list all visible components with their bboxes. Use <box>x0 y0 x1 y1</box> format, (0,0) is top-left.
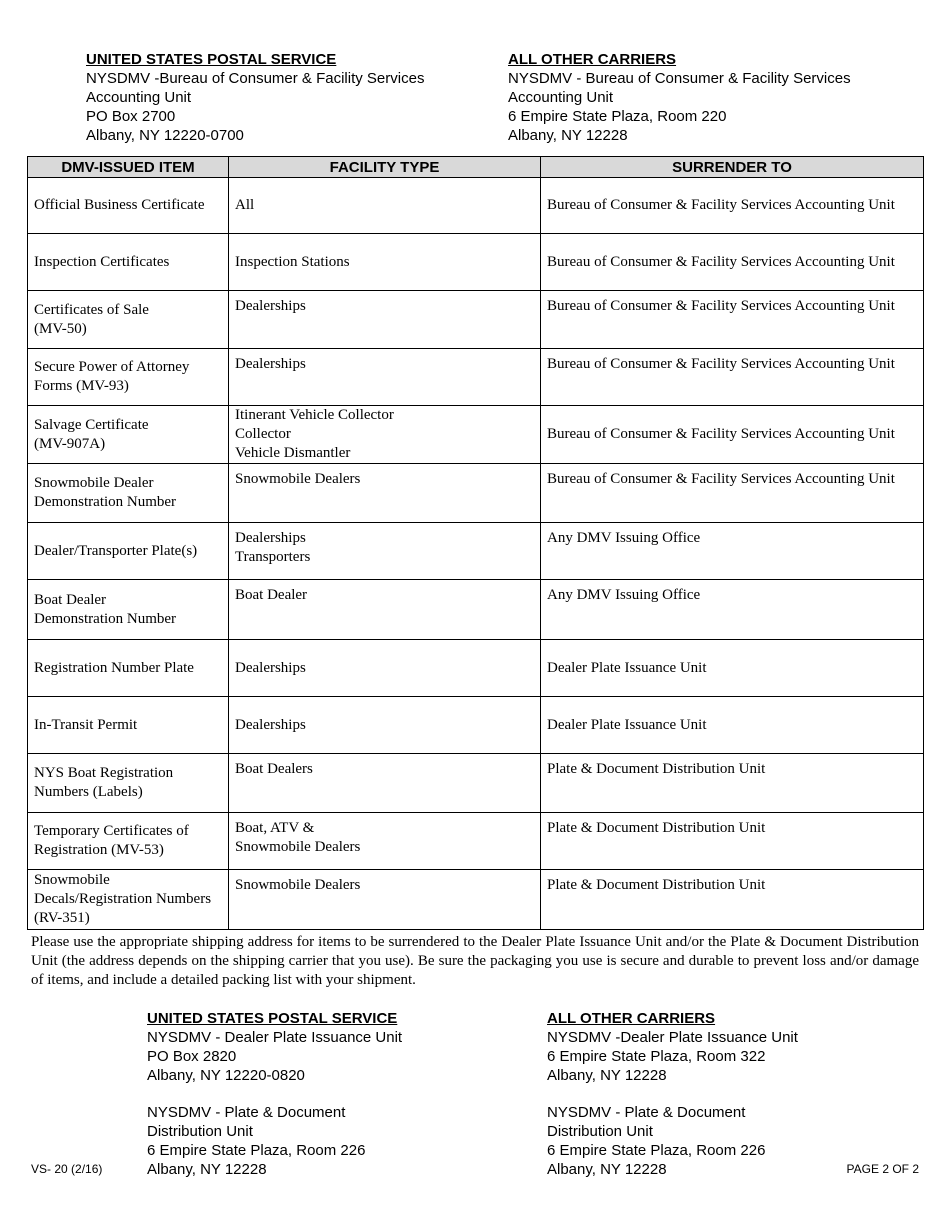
facility-cell-text: Snowmobile Dealers <box>235 471 361 487</box>
facility-cell <box>229 640 541 697</box>
usps-heading: UNITED STATES POSTAL SERVICE <box>86 51 337 68</box>
address-line: Accounting Unit <box>508 89 614 106</box>
facility-cell <box>229 813 541 870</box>
address-line: Albany, NY 12228 <box>147 1161 267 1178</box>
table-row <box>28 523 924 580</box>
facility-cell <box>229 234 541 291</box>
item-cell <box>28 813 229 870</box>
facility-cell-text: Collector <box>235 426 291 442</box>
facility-cell <box>229 178 541 234</box>
item-cell-text: Secure Power of Attorney <box>34 359 190 375</box>
surrender-cell <box>541 640 924 697</box>
item-cell <box>28 178 229 234</box>
address-line: NYSDMV - Plate & Document <box>147 1104 346 1121</box>
item-cell-text: Salvage Certificate <box>34 416 149 433</box>
item-cell-text: Temporary Certificates of <box>34 823 189 839</box>
address-line: NYSDMV - Bureau of Consumer & Facility Services <box>508 70 851 87</box>
address-line: NYSDMV - Plate & Document <box>547 1104 746 1121</box>
item-cell-text: Demonstration Number <box>34 610 177 627</box>
table-row <box>28 178 924 234</box>
surrender-cell <box>541 813 924 870</box>
surrender-cell-text: Bureau of Consumer & Facility Services Accounting Unit <box>547 426 895 442</box>
facility-cell <box>229 870 541 930</box>
item-cell-text: Snowmobile <box>34 872 110 888</box>
table-row <box>28 640 924 697</box>
item-cell-text: Registration Number Plate <box>34 659 194 676</box>
facility-cell <box>229 464 541 523</box>
surrender-cell <box>541 234 924 291</box>
item-cell-text: (RV-351) <box>34 910 90 926</box>
table-row <box>28 580 924 640</box>
facility-cell-text: Dealerships <box>235 530 306 546</box>
facility-cell-text: Boat Dealer <box>235 587 308 603</box>
facility-cell <box>229 697 541 754</box>
item-cell-text: Numbers (Labels) <box>34 784 143 800</box>
surrender-cell-text: Bureau of Consumer & Facility Services Accounting Unit <box>547 197 895 213</box>
address-line: Accounting Unit <box>86 89 192 106</box>
surrender-cell-text: Dealer Plate Issuance Unit <box>547 659 707 676</box>
address-line: Albany, NY 12228 <box>508 127 628 144</box>
surrender-cell-text: Any DMV Issuing Office <box>547 530 701 546</box>
surrender-cell-text: Bureau of Consumer & Facility Services Accounting Unit <box>547 298 895 314</box>
surrender-cell <box>541 523 924 580</box>
item-cell-text: Decals/Registration Numbers <box>34 891 212 907</box>
address-line: 6 Empire State Plaza, Room 226 <box>147 1142 366 1159</box>
address-line: PO Box 2700 <box>86 108 176 125</box>
address-line: PO Box 2820 <box>147 1048 237 1065</box>
table-row <box>28 234 924 291</box>
facility-cell <box>229 349 541 406</box>
facility-cell-text: All <box>235 197 255 213</box>
surrender-cell <box>541 406 924 464</box>
surrender-cell <box>541 870 924 930</box>
form-id: VS- 20 (2/16) <box>31 1162 103 1176</box>
surrender-cell-text: Plate & Document Distribution Unit <box>547 877 766 893</box>
item-cell <box>28 697 229 754</box>
address-line: NYSDMV - Dealer Plate Issuance Unit <box>147 1029 403 1046</box>
table-row <box>28 697 924 754</box>
other-carriers-heading: ALL OTHER CARRIERS <box>508 51 677 68</box>
address-line: 6 Empire State Plaza, Room 220 <box>508 108 727 125</box>
address-line: Albany, NY 12228 <box>547 1161 667 1178</box>
facility-cell-text: Dealerships <box>235 298 306 314</box>
surrender-table <box>27 156 924 930</box>
other-carriers-heading: ALL OTHER CARRIERS <box>547 1010 716 1027</box>
item-cell-text: Inspection Certificates <box>34 253 170 270</box>
table-row <box>28 291 924 349</box>
facility-cell-text: Vehicle Dismantler <box>235 445 351 461</box>
facility-cell-text: Dealerships <box>235 716 306 733</box>
item-cell-text: Dealer/Transporter Plate(s) <box>34 542 198 559</box>
surrender-cell <box>541 178 924 234</box>
facility-cell <box>229 523 541 580</box>
top-usps-address <box>86 50 424 145</box>
item-cell-text: (MV-50) <box>34 320 87 337</box>
surrender-cell <box>541 291 924 349</box>
table-row <box>28 406 924 464</box>
address-line: Albany, NY 12228 <box>547 1067 667 1084</box>
column-header-facility: FACILITY TYPE <box>229 157 541 178</box>
item-cell <box>28 291 229 349</box>
surrender-cell <box>541 349 924 406</box>
surrender-cell-text: Plate & Document Distribution Unit <box>547 761 766 777</box>
address-line: Distribution Unit <box>147 1123 253 1140</box>
facility-cell-text: Snowmobile Dealers <box>235 877 361 893</box>
item-cell <box>28 640 229 697</box>
item-cell-text: Forms (MV-93) <box>34 378 129 394</box>
usps-heading: UNITED STATES POSTAL SERVICE <box>147 1010 398 1027</box>
bottom-other-carriers-address <box>547 1009 798 1179</box>
surrender-cell <box>541 464 924 523</box>
shipping-note: Please use the appropriate shipping address for items to be surrendered to the Dealer Plate Issuance Unit and/or the Plate & Document Distribution Unit (the address depends on the shipping carrier that you use). Be sure the packaging you use is secure and durable to prevent loss and/or damage of items, and include a detailed packing list with your shipment. <box>31 934 919 988</box>
address-line: Albany, NY 12220-0820 <box>147 1067 305 1084</box>
facility-cell-text: Dealerships <box>235 659 306 676</box>
item-cell-text: Registration (MV-53) <box>34 842 164 858</box>
surrender-cell <box>541 754 924 813</box>
item-cell <box>28 523 229 580</box>
item-cell-text: (MV-907A) <box>34 435 106 452</box>
surrender-cell <box>541 580 924 640</box>
facility-cell-text: Dealerships <box>235 356 306 372</box>
table-row <box>28 813 924 870</box>
item-cell <box>28 234 229 291</box>
item-cell <box>28 406 229 464</box>
table-header-row <box>28 157 924 178</box>
table-row <box>28 349 924 406</box>
surrender-cell-text: Bureau of Consumer & Facility Services Accounting Unit <box>547 471 895 487</box>
facility-cell-text: Boat Dealers <box>235 761 313 777</box>
item-cell-text: Official Business Certificate <box>34 197 205 213</box>
item-cell <box>28 464 229 523</box>
item-cell-text: Certificates of Sale <box>34 301 149 318</box>
facility-cell-text: Itinerant Vehicle Collector <box>235 407 394 423</box>
item-cell-text: Boat Dealer <box>34 591 107 608</box>
facility-cell-text: Boat, ATV & <box>235 820 315 836</box>
table-row <box>28 754 924 813</box>
facility-cell-text: Inspection Stations <box>235 253 350 270</box>
facility-cell <box>229 754 541 813</box>
item-cell <box>28 754 229 813</box>
item-cell-text: In-Transit Permit <box>34 716 138 733</box>
page-number: PAGE 2 OF 2 <box>846 1162 919 1176</box>
top-other-carriers-address <box>508 50 851 145</box>
item-cell-text: Demonstration Number <box>34 494 177 510</box>
address-line: Albany, NY 12220-0700 <box>86 127 244 144</box>
table-row <box>28 464 924 523</box>
surrender-cell-text: Bureau of Consumer & Facility Services Accounting Unit <box>547 356 895 372</box>
facility-cell-text: Transporters <box>235 549 311 565</box>
surrender-cell-text: Any DMV Issuing Office <box>547 587 701 603</box>
item-cell <box>28 580 229 640</box>
column-header-item: DMV-ISSUED ITEM <box>28 157 229 178</box>
item-cell-text: Snowmobile Dealer <box>34 475 154 491</box>
surrender-cell <box>541 697 924 754</box>
address-line: NYSDMV -Bureau of Consumer & Facility Services <box>86 70 425 87</box>
address-line: 6 Empire State Plaza, Room 226 <box>547 1142 766 1159</box>
column-header-surrender: SURRENDER TO <box>541 157 924 178</box>
address-line: 6 Empire State Plaza, Room 322 <box>547 1048 766 1065</box>
surrender-cell-text: Bureau of Consumer & Facility Services Accounting Unit <box>547 253 895 270</box>
bottom-usps-address <box>147 1009 402 1179</box>
item-cell-text: NYS Boat Registration <box>34 765 174 781</box>
item-cell <box>28 870 229 930</box>
facility-cell <box>229 406 541 464</box>
surrender-cell-text: Plate & Document Distribution Unit <box>547 820 766 836</box>
facility-cell <box>229 580 541 640</box>
facility-cell <box>229 291 541 349</box>
address-line: Distribution Unit <box>547 1123 653 1140</box>
address-line: NYSDMV -Dealer Plate Issuance Unit <box>547 1029 798 1046</box>
item-cell <box>28 349 229 406</box>
surrender-cell-text: Dealer Plate Issuance Unit <box>547 716 707 733</box>
facility-cell-text: Snowmobile Dealers <box>235 839 361 855</box>
table-row <box>28 870 924 930</box>
